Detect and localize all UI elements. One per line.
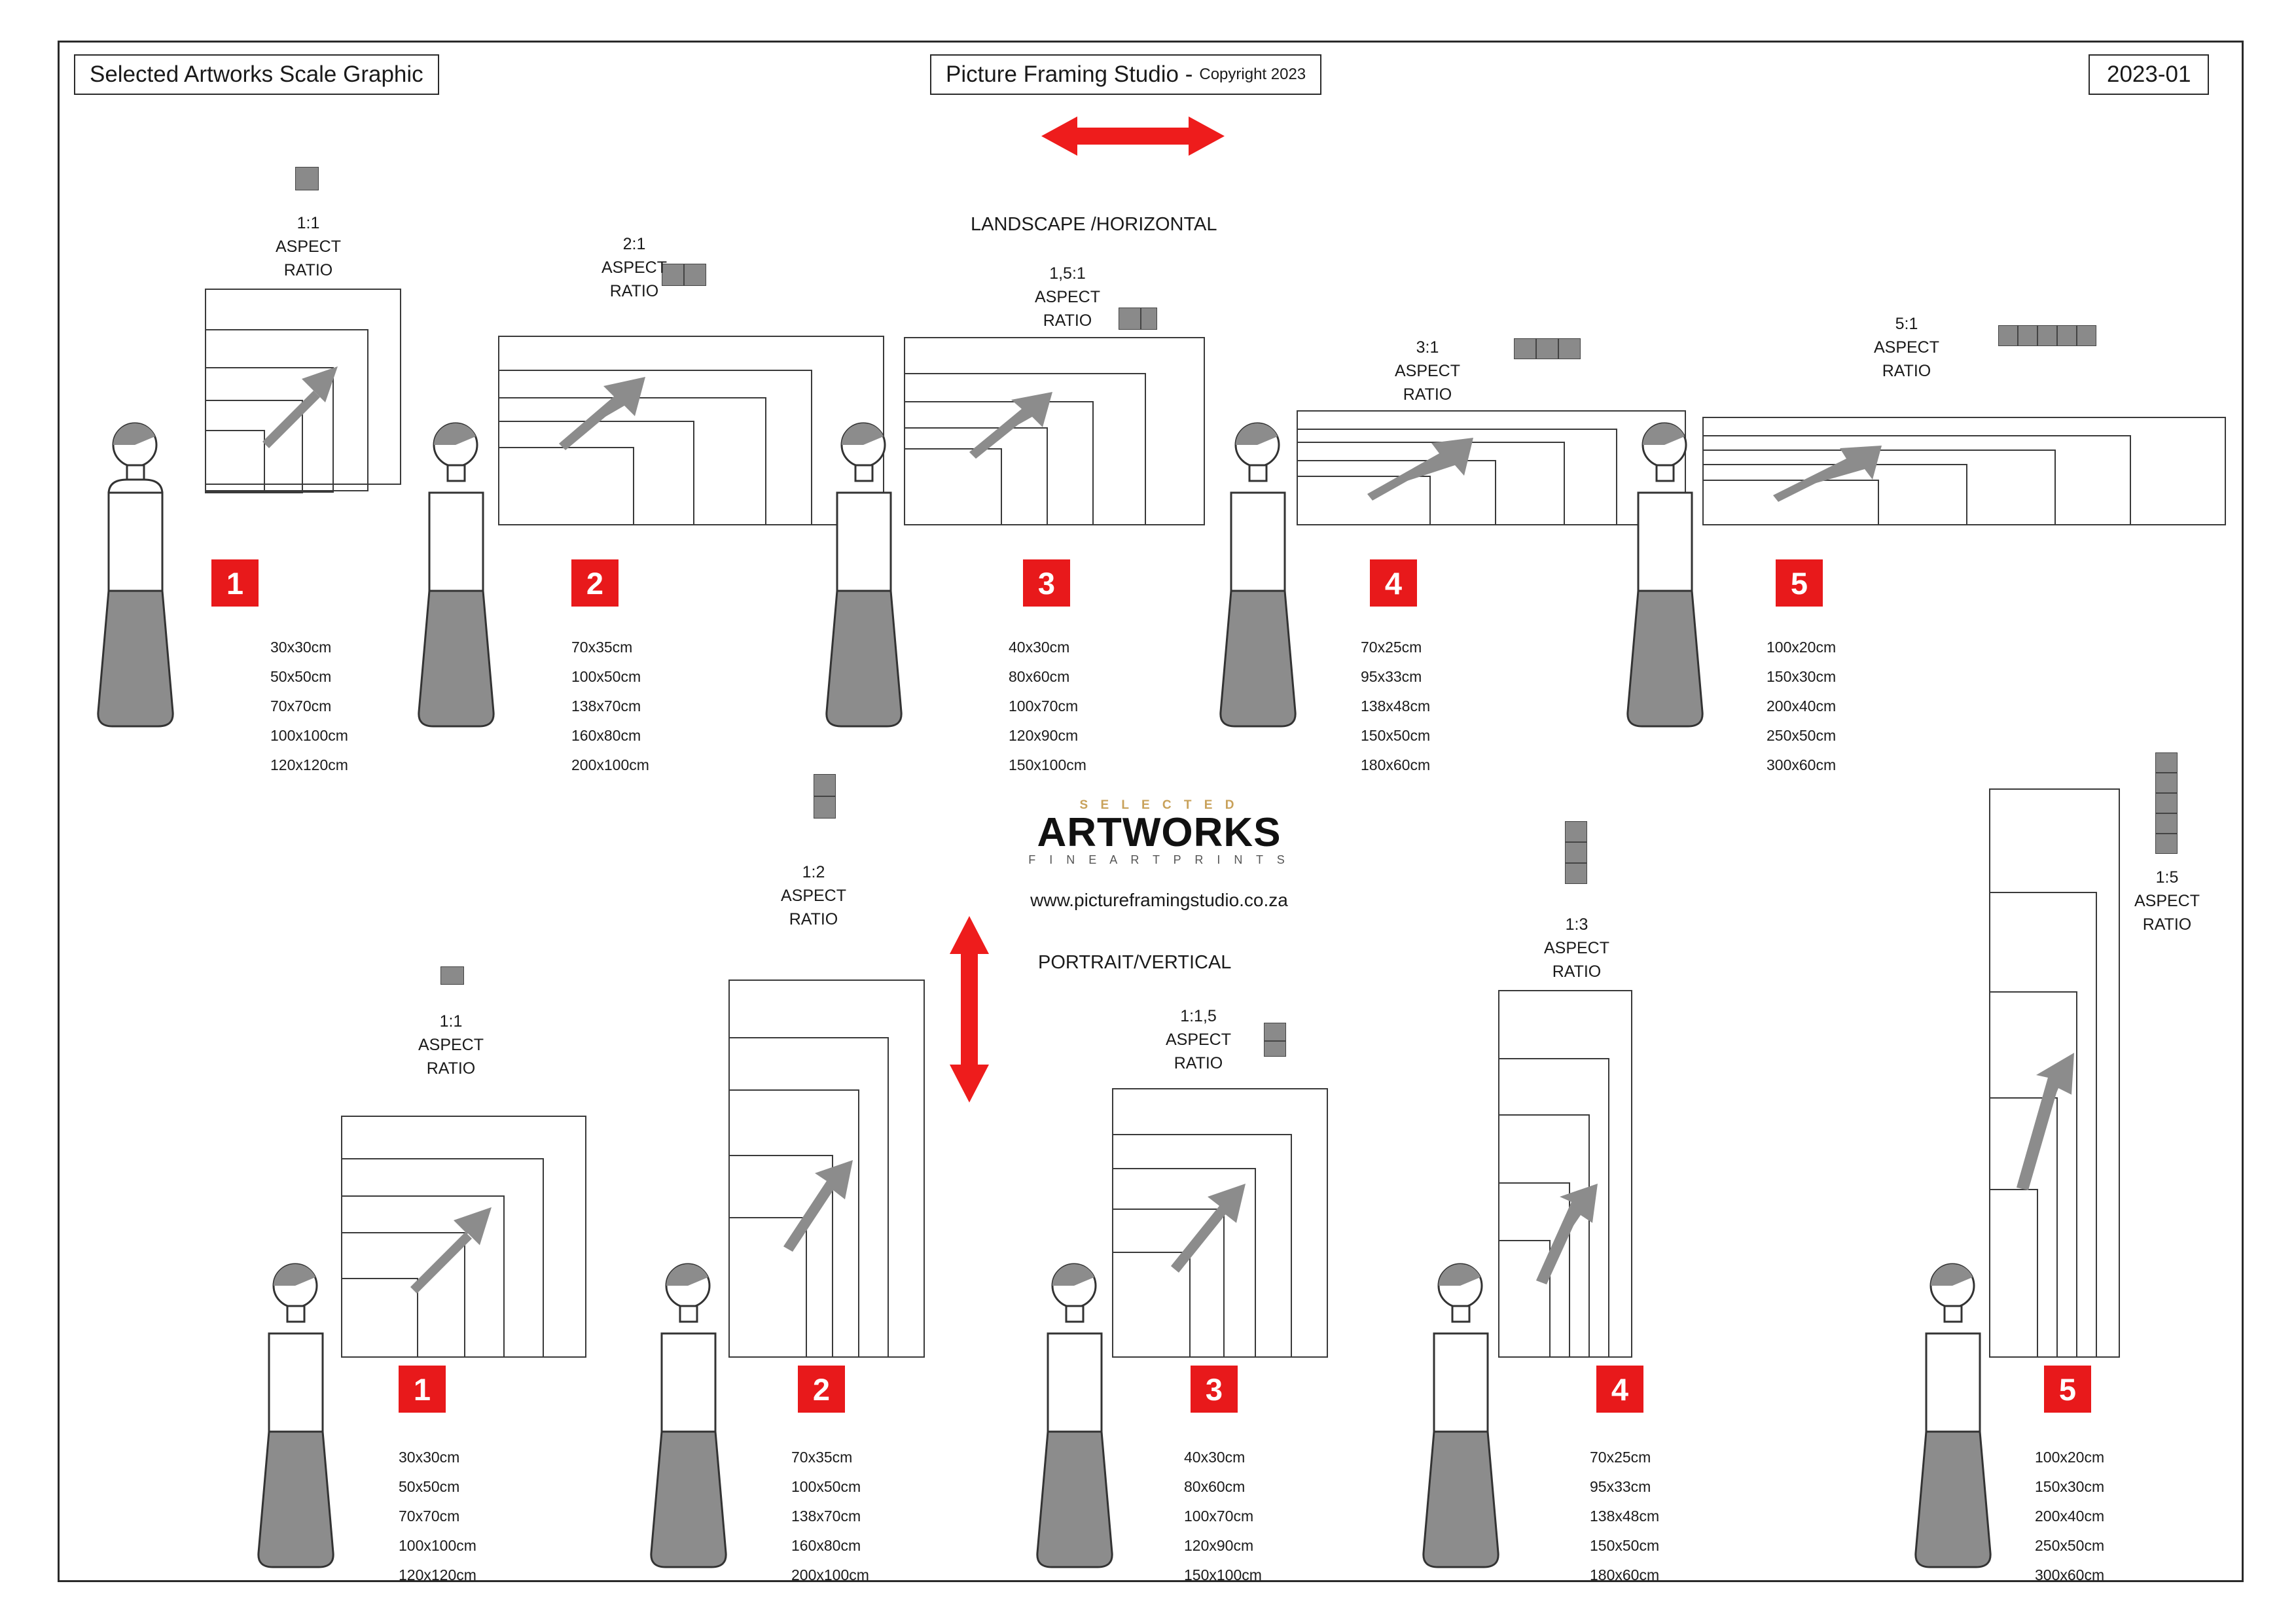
ratio-swatch-p-1-1 <box>440 966 464 985</box>
ratio-value-landscape-5: 5:1 <box>1895 315 1918 333</box>
size-list-portrait-4 <box>1590 1443 1659 1590</box>
drawing-sheet <box>58 41 2244 1582</box>
size-item: 80x60cm <box>1009 668 1070 685</box>
size-item: 200x40cm <box>1767 697 1837 715</box>
scale-arrow-portrait-3-icon <box>1166 1174 1251 1276</box>
size-list-landscape-1 <box>270 633 348 780</box>
badge-landscape-5: 5 <box>1776 559 1823 607</box>
size-list-landscape-2 <box>571 633 649 780</box>
ratio-value-landscape-3: 1,5:1 <box>1049 264 1086 283</box>
brand-logo <box>956 798 1362 867</box>
size-item: 80x60cm <box>1184 1478 1246 1495</box>
size-item: 100x50cm <box>571 668 641 685</box>
ratio-swatch-p-1-5 <box>2155 752 2178 854</box>
size-item: 30x30cm <box>399 1449 460 1466</box>
size-item: 120x120cm <box>399 1566 476 1583</box>
size-item: 70x35cm <box>571 639 633 656</box>
studio-title: Picture Framing Studio - <box>946 62 1193 87</box>
size-item: 200x100cm <box>571 756 649 773</box>
ratio-swatch-5-1 <box>1998 325 2096 346</box>
portrait-double-arrow-icon <box>946 916 992 1106</box>
size-item: 138x48cm <box>1590 1508 1660 1525</box>
badge-portrait-1: 1 <box>399 1366 446 1413</box>
size-item: 138x48cm <box>1361 697 1431 715</box>
website-url: www.pictureframingstudio.co.za <box>1030 890 1288 910</box>
ratio-word-portrait-3: ASPECT <box>1165 1031 1232 1049</box>
ratio-word2-landscape-2: RATIO <box>609 282 659 300</box>
size-item: 180x60cm <box>1590 1566 1660 1583</box>
ratio-word-portrait-2: ASPECT <box>780 887 847 905</box>
size-list-portrait-3 <box>1184 1443 1262 1590</box>
size-item: 200x100cm <box>791 1566 869 1583</box>
ratio-word-landscape-2: ASPECT <box>601 258 668 277</box>
human-figure-landscape-2 <box>416 422 521 759</box>
ratio-value-portrait-2: 1:2 <box>802 863 825 881</box>
ratio-value-landscape-2: 2:1 <box>622 235 646 253</box>
size-item: 200x40cm <box>2035 1508 2105 1525</box>
scale-arrow-portrait-1-icon <box>405 1202 497 1297</box>
scale-arrow-portrait-2-icon <box>778 1148 857 1256</box>
size-item: 100x100cm <box>399 1537 476 1554</box>
portrait-label: PORTRAIT/VERTICAL <box>1038 952 1232 973</box>
ratio-word-landscape-3: ASPECT <box>1034 288 1101 306</box>
size-item: 100x20cm <box>2035 1449 2105 1466</box>
ratio-word-portrait-4: ASPECT <box>1543 939 1610 957</box>
revision-box <box>2089 54 2209 95</box>
landscape-double-arrow-icon <box>1041 113 1225 162</box>
size-item: 300x60cm <box>2035 1566 2105 1583</box>
size-item: 150x30cm <box>2035 1478 2105 1495</box>
size-item: 120x90cm <box>1009 727 1079 744</box>
human-figure-portrait-1 <box>256 1263 361 1600</box>
size-item: 40x30cm <box>1184 1449 1246 1466</box>
human-figure-portrait-5 <box>1913 1263 2018 1600</box>
size-item: 50x50cm <box>270 668 332 685</box>
badge-portrait-4: 4 <box>1596 1366 1643 1413</box>
human-figure-landscape-3 <box>824 422 929 759</box>
ratio-swatch-p-1-3 <box>1565 821 1587 884</box>
size-item: 100x100cm <box>270 727 348 744</box>
size-item: 160x80cm <box>791 1537 861 1554</box>
size-item: 120x120cm <box>270 756 348 773</box>
human-figure-landscape-5 <box>1625 422 1730 759</box>
ratio-swatch-3-1 <box>1514 338 1581 359</box>
size-item: 70x25cm <box>1361 639 1422 656</box>
ratio-word2-portrait-2: RATIO <box>789 910 838 928</box>
logo-line-3: F I N E A R T P R I N T S <box>1028 853 1290 866</box>
sheet-title: Selected Artworks Scale Graphic <box>90 62 423 87</box>
size-item: 100x70cm <box>1184 1508 1254 1525</box>
size-item: 120x90cm <box>1184 1537 1254 1554</box>
ratio-word2-portrait-1: RATIO <box>426 1059 476 1078</box>
logo-line-2: ARTWORKS <box>1037 810 1282 855</box>
size-item: 160x80cm <box>571 727 641 744</box>
logo-line-1: S E L E C T E D <box>1079 798 1239 812</box>
size-item: 150x50cm <box>1361 727 1431 744</box>
size-item: 150x30cm <box>1767 668 1837 685</box>
size-item: 150x100cm <box>1184 1566 1262 1583</box>
badge-landscape-4: 4 <box>1370 559 1417 607</box>
scale-arrow-landscape-1-icon <box>256 363 341 451</box>
scale-arrow-landscape-3-icon <box>964 388 1056 463</box>
size-item: 100x20cm <box>1767 639 1837 656</box>
ratio-word2-portrait-3: RATIO <box>1174 1054 1223 1072</box>
size-list-landscape-5 <box>1767 633 1836 780</box>
size-item: 50x50cm <box>399 1478 460 1495</box>
size-item: 100x50cm <box>791 1478 861 1495</box>
scale-arrow-landscape-4-icon <box>1362 435 1477 504</box>
size-item: 95x33cm <box>1361 668 1422 685</box>
size-item: 250x50cm <box>2035 1537 2105 1554</box>
human-figure-portrait-2 <box>649 1263 753 1600</box>
ratio-word-landscape-1: ASPECT <box>275 238 342 256</box>
scale-arrow-landscape-5-icon <box>1768 443 1886 505</box>
size-item: 138x70cm <box>571 697 641 715</box>
ratio-value-portrait-3: 1:1,5 <box>1180 1007 1217 1025</box>
copyright-note: Copyright 2023 <box>1199 65 1306 83</box>
ratio-value-portrait-5: 1:5 <box>2155 868 2179 887</box>
ratio-value-landscape-1: 1:1 <box>296 214 320 232</box>
ratio-word2-landscape-3: RATIO <box>1043 311 1092 330</box>
size-item: 95x33cm <box>1590 1478 1651 1495</box>
human-figure-portrait-4 <box>1421 1263 1526 1600</box>
size-item: 100x70cm <box>1009 697 1079 715</box>
size-item: 180x60cm <box>1361 756 1431 773</box>
ratio-word-landscape-4: ASPECT <box>1394 362 1461 380</box>
size-list-portrait-1 <box>399 1443 476 1590</box>
ratio-word2-landscape-1: RATIO <box>283 261 333 279</box>
ratio-value-portrait-1: 1:1 <box>439 1012 463 1031</box>
size-item: 70x70cm <box>399 1508 460 1525</box>
ratio-word2-landscape-4: RATIO <box>1403 385 1452 404</box>
badge-landscape-2: 2 <box>571 559 619 607</box>
ratio-word-landscape-5: ASPECT <box>1873 338 1940 357</box>
size-item: 70x25cm <box>1590 1449 1651 1466</box>
revision-number: 2023-01 <box>2107 62 2191 87</box>
size-item: 300x60cm <box>1767 756 1837 773</box>
ratio-swatch-p-1-2 <box>814 774 836 819</box>
human-figure-portrait-3 <box>1035 1263 1139 1600</box>
size-list-portrait-5 <box>2035 1443 2104 1590</box>
sheet-title-box <box>74 54 439 95</box>
scale-arrow-landscape-2-icon <box>554 373 649 455</box>
landscape-label: LANDSCAPE /HORIZONTAL <box>971 214 1217 235</box>
size-list-portrait-2 <box>791 1443 869 1590</box>
size-list-landscape-4 <box>1361 633 1430 780</box>
badge-portrait-3: 3 <box>1191 1366 1238 1413</box>
badge-portrait-5: 5 <box>2044 1366 2091 1413</box>
human-figure-landscape-4 <box>1218 422 1323 759</box>
size-item: 40x30cm <box>1009 639 1070 656</box>
scale-arrow-portrait-5-icon <box>2010 1037 2082 1197</box>
size-item: 150x50cm <box>1590 1537 1660 1554</box>
badge-landscape-1: 1 <box>211 559 259 607</box>
size-item: 138x70cm <box>791 1508 861 1525</box>
badge-landscape-3: 3 <box>1023 559 1070 607</box>
ratio-value-portrait-4: 1:3 <box>1565 915 1588 934</box>
size-item: 150x100cm <box>1009 756 1086 773</box>
size-item: 70x35cm <box>791 1449 853 1466</box>
size-item: 30x30cm <box>270 639 332 656</box>
ratio-word2-landscape-5: RATIO <box>1882 362 1931 380</box>
ratio-word-portrait-5: ASPECT <box>2134 892 2200 910</box>
ratio-value-landscape-4: 3:1 <box>1416 338 1439 357</box>
studio-title-box <box>930 54 1321 95</box>
ratio-word-portrait-1: ASPECT <box>418 1036 484 1054</box>
ratio-swatch-1-1 <box>295 167 319 190</box>
ratio-word2-portrait-4: RATIO <box>1552 962 1602 981</box>
ratio-word2-portrait-5: RATIO <box>2142 915 2192 934</box>
size-list-landscape-3 <box>1009 633 1086 780</box>
human-figure-landscape-1 <box>96 422 200 759</box>
badge-portrait-2: 2 <box>798 1366 845 1413</box>
size-item: 250x50cm <box>1767 727 1837 744</box>
size-item: 70x70cm <box>270 697 332 715</box>
